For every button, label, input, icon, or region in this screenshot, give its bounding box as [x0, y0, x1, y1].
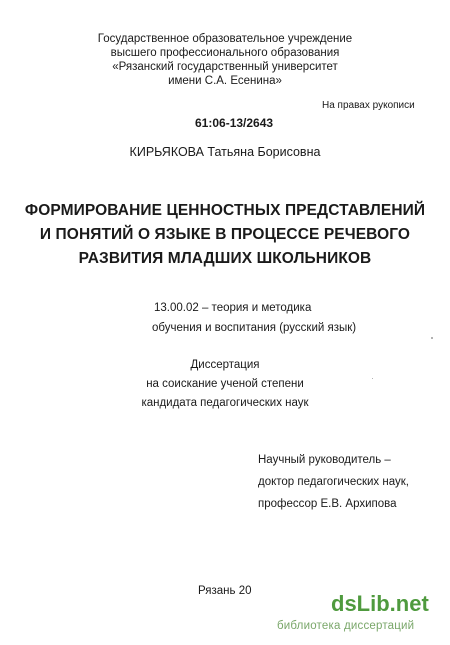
supervisor-line-3: профессор Е.В. Архипова: [258, 498, 397, 510]
institution-line-4: имени С.А. Есенина»: [168, 75, 282, 87]
dissertation-title: [0, 199, 450, 271]
manuscript-rights: На правах рукописи: [322, 100, 415, 111]
degree-block: [0, 356, 450, 413]
title-line-1: ФОРМИРОВАНИЕ ЦЕННОСТНЫХ ПРЕДСТАВЛЕНИЙ: [24, 202, 426, 219]
specialty: [152, 298, 356, 338]
specialty-line-2: обучения и воспитания (русский язык): [152, 322, 357, 334]
watermark-subtitle: библиотека диссертаций: [277, 620, 415, 632]
title-line-2: И ПОНЯТИЙ О ЯЗЫКЕ В ПРОЦЕССЕ РЕЧЕВОГО: [39, 226, 411, 243]
author-name: КИРЬЯКОВА Татьяна Борисовна: [129, 145, 321, 159]
degree-line-1: Диссертация: [190, 359, 260, 371]
institution-line-2: высшего профессионального образования: [110, 47, 340, 59]
supervisor-block: [258, 449, 409, 515]
institution-line-3: «Рязанский государственный университет: [112, 61, 338, 73]
title-line-3: РАЗВИТИЯ МЛАДШИХ ШКОЛЬНИКОВ: [78, 250, 372, 267]
specialty-line-1: 13.00.02 – теория и методика: [154, 302, 312, 314]
document-cipher: 61:06-13/2643: [195, 116, 274, 130]
logo-main: dsLib: [331, 591, 390, 616]
institution-header: [0, 32, 450, 88]
scan-speck: [431, 337, 433, 339]
degree-line-2: на соискание ученой степени: [146, 378, 304, 390]
scan-speck: [372, 378, 373, 379]
city-year: Рязань 20: [198, 585, 252, 597]
institution-line-1: Государственное образовательное учреждение: [97, 33, 353, 45]
dslib-logo: [331, 591, 429, 617]
supervisor-line-2: доктор педагогических наук,: [258, 476, 409, 488]
logo-tld: .net: [389, 591, 429, 616]
supervisor-line-1: Научный руководитель –: [258, 454, 391, 466]
degree-line-3: кандидата педагогических наук: [141, 397, 309, 409]
